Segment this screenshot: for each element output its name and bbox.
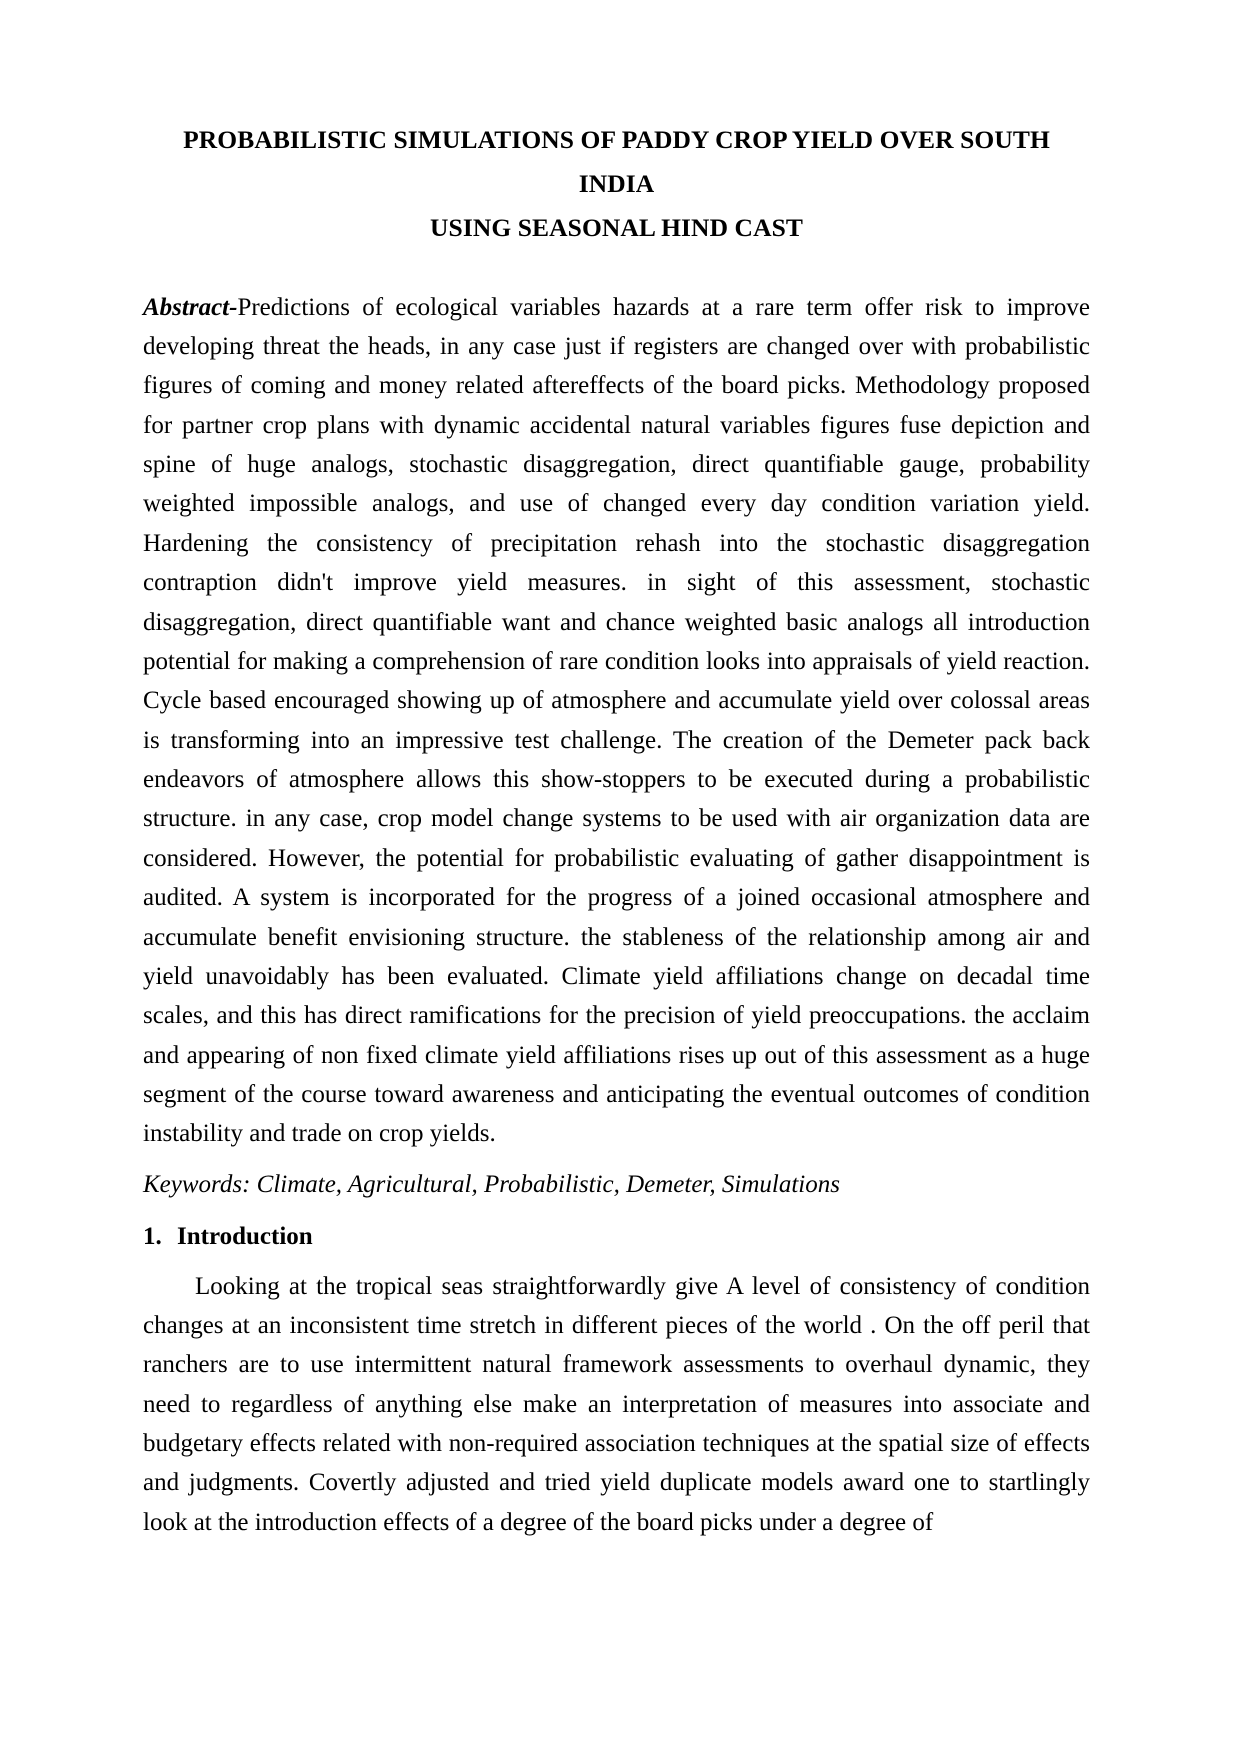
- title-line-1: PROBABILISTIC SIMULATIONS OF PADDY CROP YIELD OVER SOUTH INDIA: [183, 125, 1050, 198]
- abstract-paragraph: [143, 250, 1090, 1154]
- page-content: [143, 118, 1090, 1542]
- page-title: [143, 118, 1090, 250]
- section-title: Introduction: [177, 1223, 313, 1251]
- title-line-2: USING SEASONAL HIND CAST: [430, 212, 803, 242]
- keywords-line: Keywords: Climate, Agricultural, Probabilistic, Demeter, Simulations: [143, 1170, 840, 1198]
- section-number: 1.: [143, 1223, 162, 1251]
- abstract-label: Abstract-: [143, 293, 238, 321]
- introduction-paragraph: Looking at the tropical seas straightforwardly give A level of consistency of condition changes at an inconsistent time stretch in different pieces of the world . On the off peril that ranchers are to use intermittent natural framework assessments to overhaul dynamic, they need to regardless of anything else make an interpretation of measures into associate and budgetary effects related with non-required association techniques at the spatial size of effects and judgments. Covertly adjusted and tried yield duplicate models award one to startlingly look at the introduction effects of a degree of the board picks under a degree of: [143, 1272, 1090, 1536]
- abstract-body: Predictions of ecological variables hazards at a rare term offer risk to improve developing threat the heads, in any case just if registers are changed over with probabilistic figures of coming and money related aftereffects of the board picks. Methodology proposed for partner crop plans with dynamic accidental natural variables figures fuse depiction and spine of huge analogs, stochastic disaggregation, direct quantifiable gauge, probability weighted impossible analogs, and use of changed every day condition variation yield. Hardening the consistency of precipitation rehash into the stochastic disaggregation contraption didn't improve yield measures. in sight of this assessment, stochastic disaggregation, direct quantifiable want and chance weighted basic analogs all introduction potential for making a comprehension of rare condition looks into appraisals of yield reaction. Cycle based encouraged showing up of atmosphere and accumulate yield over colossal areas is transforming into an impressive test challenge. The creation of the Demeter pack back endeavors of atmosphere allows this show-stoppers to be executed during a probabilistic structure. in any case, crop model change systems to be used with air organization data are considered. However, the potential for probabilistic evaluating of gather disappointment is audited. A system is incorporated for the progress of a joined occasional atmosphere and accumulate benefit envisioning structure. the stableness of the relationship among air and yield unavoidably has been evaluated. Climate yield affiliations change on decadal time scales, and this has direct ramifications for the precision of yield preoccupations. the acclaim and appearing of non fixed climate yield affiliations rises up out of this assessment as a huge segment of the course toward awareness and anticipating the eventual outcomes of condition instability and trade on crop yields.: [143, 293, 1090, 1148]
- section-heading-introduction: [143, 1204, 1090, 1256]
